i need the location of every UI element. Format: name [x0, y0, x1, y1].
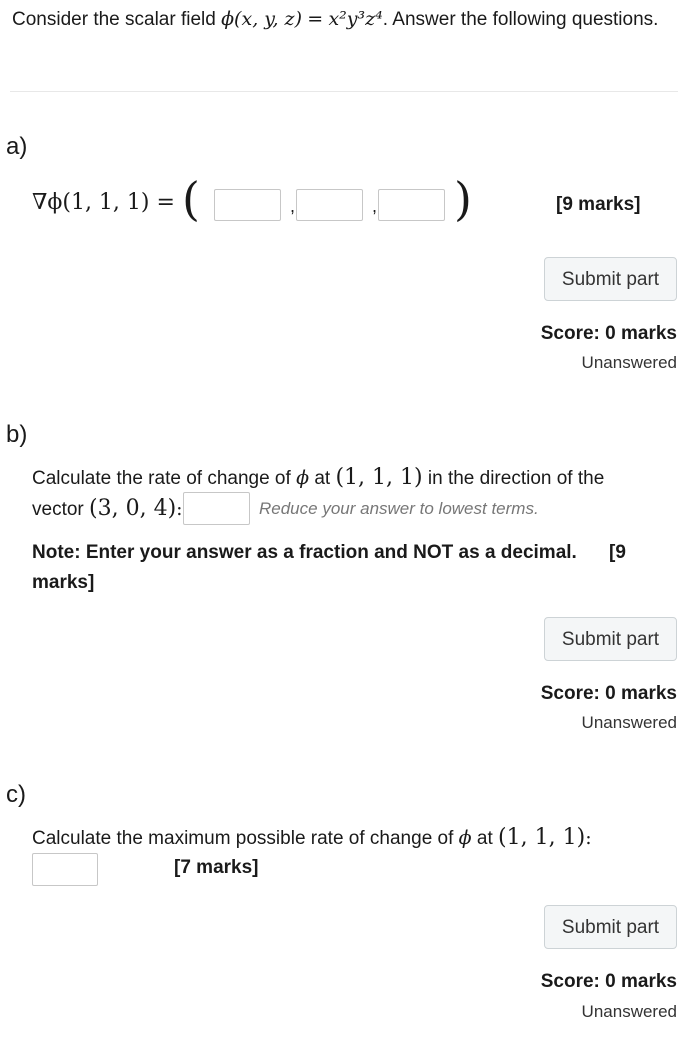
part-c-marks: [7 marks]	[174, 857, 259, 878]
part-b-score: Score: 0 marks	[540, 683, 677, 704]
part-b-text4: vector	[32, 499, 84, 520]
part-c-status: Unanswered	[581, 1002, 677, 1021]
part-b-marks-line2: marks]	[32, 572, 95, 593]
part-b-question-line2	[32, 493, 183, 525]
part-b-colon: :	[176, 498, 183, 520]
part-c-phi: ϕ	[458, 827, 472, 849]
part-a-submit-button[interactable]: Submit part	[544, 257, 677, 301]
part-b-point: (1, 1, 1)	[335, 465, 423, 490]
part-b-vector: (3, 0, 4)	[89, 496, 177, 521]
part-b-text2: at	[314, 468, 331, 489]
gradient-close-paren: )	[454, 172, 472, 226]
part-b-submit-button[interactable]: Submit part	[544, 617, 677, 661]
part-b-text1: Calculate the rate of change of	[32, 468, 291, 489]
intro-equals: =	[307, 8, 324, 30]
gradient-open-paren: (	[182, 172, 200, 226]
part-b-question-line1	[32, 462, 672, 494]
part-b-status: Unanswered	[581, 713, 677, 732]
gradient-separator: ,	[290, 196, 296, 216]
intro-text-before: Consider the scalar field	[12, 9, 216, 30]
part-c-question	[32, 822, 672, 854]
intro-divider	[10, 91, 678, 92]
intro-formula: x²y³z⁴	[328, 8, 383, 30]
part-a-score: Score: 0 marks	[540, 323, 677, 344]
gradient-y-input[interactable]	[296, 189, 363, 221]
part-a-label: a)	[6, 133, 28, 160]
gradient-expression: ∇ϕ(1, 1, 1) =	[32, 190, 175, 215]
part-c-colon: :	[585, 827, 592, 849]
part-b-hint: Reduce your answer to lowest terms.	[259, 499, 539, 518]
part-b-text3: in the direction of the	[427, 468, 605, 489]
part-a-status: Unanswered	[581, 353, 677, 372]
part-b-phi: ϕ	[296, 467, 310, 489]
part-c-answer-input[interactable]	[32, 853, 98, 886]
part-c-submit-button[interactable]: Submit part	[544, 905, 677, 949]
gradient-x-input[interactable]	[214, 189, 281, 221]
part-a-marks: [9 marks]	[556, 194, 641, 215]
question-intro	[12, 4, 672, 35]
intro-phi-expression: ϕ(x, y, z)	[221, 8, 302, 30]
part-b-note: Note: Enter your answer as a fraction and NOT as a decimal.	[32, 542, 577, 563]
part-c-score: Score: 0 marks	[540, 971, 677, 992]
part-c-text1: Calculate the maximum possible rate of change of	[32, 828, 454, 849]
part-c-label: c)	[6, 781, 26, 808]
part-b-marks-line1: [9	[609, 542, 626, 563]
part-c-text2: at	[476, 828, 493, 849]
part-b-answer-input[interactable]	[183, 492, 250, 525]
intro-text-after: . Answer the following questions.	[382, 9, 659, 30]
part-b-label: b)	[6, 421, 28, 448]
gradient-z-input[interactable]	[378, 189, 445, 221]
gradient-separator: ,	[372, 196, 378, 216]
part-c-point: (1, 1, 1)	[498, 825, 586, 850]
